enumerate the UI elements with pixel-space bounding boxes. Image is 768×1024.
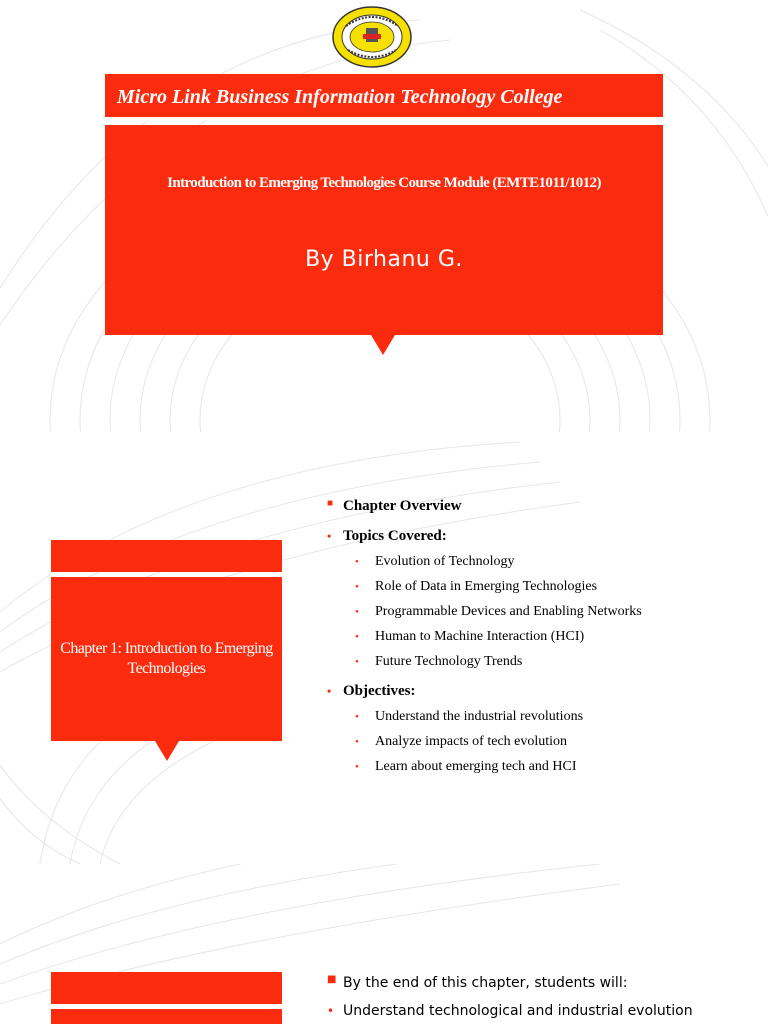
chapter-title: Chapter 1: Introduction to Emerging Technologies (60, 640, 273, 677)
slide-chapter-overview (0, 432, 768, 864)
chapter-title-box (51, 577, 282, 741)
course-title-box (105, 125, 663, 335)
outcome-item: ■ By the end of this chapter, students will: (327, 974, 693, 992)
outline-heading: ■ Chapter Overview (327, 497, 642, 516)
college-name-banner: Micro Link Business Information Technology College (105, 74, 663, 120)
chapter-stripe (51, 972, 282, 1004)
course-title: Introduction to Emerging Technologies Course Module (EMTE1011/1012) (167, 175, 601, 191)
learning-outcomes-list (327, 974, 693, 1024)
outline-item: • Human to Machine Interaction (HCI) (355, 629, 585, 644)
callout-pointer (155, 741, 179, 761)
chapter-stripe (51, 540, 282, 572)
round-bullet-icon: • (355, 761, 359, 773)
outline-item: • Learn about emerging tech and HCI (355, 759, 577, 774)
outline-item: • Evolution of Technology (355, 554, 515, 569)
slide-title (0, 0, 768, 432)
round-bullet-icon: • (327, 1004, 335, 1018)
outline-item: • Programmable Devices and Enabling Networks (355, 604, 642, 619)
round-bullet-icon: • (355, 556, 359, 568)
square-bullet-icon: ■ (327, 974, 337, 985)
outline-item: • Analyze impacts of tech evolution (355, 734, 568, 749)
outline-heading: • Objectives: (327, 683, 416, 699)
square-bullet-icon: ■ (327, 498, 334, 509)
callout-pointer (371, 335, 395, 355)
outline-item: • Role of Data in Emerging Technologies (355, 579, 598, 594)
round-bullet-icon: • (355, 711, 359, 723)
outline-heading: • Topics Covered: (327, 528, 447, 544)
outline-item: • Future Technology Trends (355, 654, 523, 669)
round-bullet-icon: • (355, 736, 359, 748)
outcome-item: • Understand technological and industrial evolution (327, 1003, 693, 1019)
slide-learning-outcomes (0, 864, 768, 1024)
chapter-title-box (51, 1009, 282, 1024)
outline-item: • Understand the industrial revolutions (355, 709, 584, 724)
chapter-outline (327, 497, 642, 776)
round-bullet-icon: • (327, 529, 332, 543)
author-name: By Birhanu G. (305, 247, 463, 272)
round-bullet-icon: • (327, 684, 332, 698)
round-bullet-icon: • (355, 606, 359, 618)
round-bullet-icon: • (355, 656, 359, 668)
college-logo (332, 6, 412, 68)
round-bullet-icon: • (355, 581, 359, 593)
round-bullet-icon: • (355, 631, 359, 643)
